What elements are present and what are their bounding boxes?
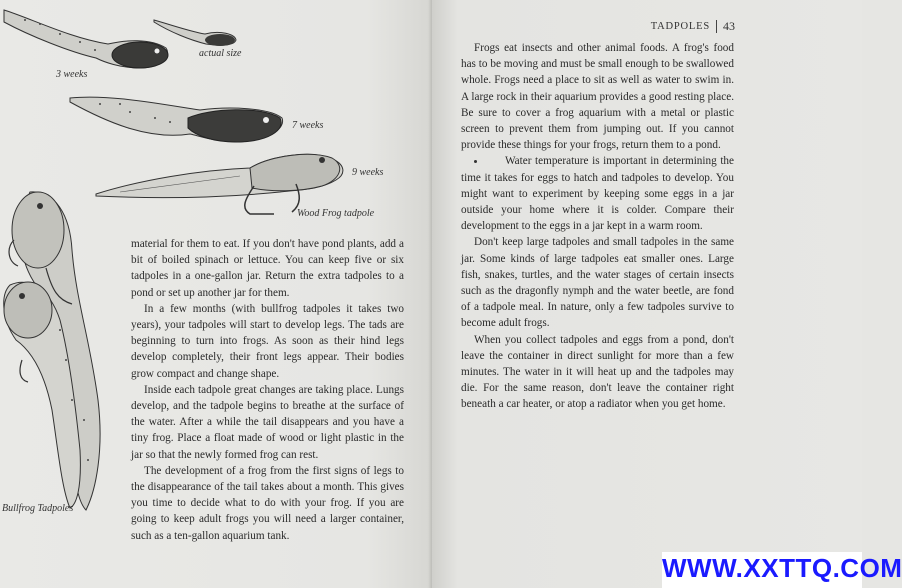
- paragraph: Inside each tadpole great changes are taking place. Lungs develop, and the tadpole begins to breathe at the surface of the water. After a while the tail disappears and you have a tiny frog. Place a float made of wood or light plastic in the jar so that the newly formed frog can rest.: [131, 383, 404, 461]
- header-divider: [716, 20, 717, 33]
- bullfrog-tadpoles: [4, 192, 100, 510]
- running-header: [651, 19, 735, 34]
- tadpole-7-weeks: [70, 97, 283, 142]
- paragraph: material for them to eat. If you don't have pond plants, add a bit of boiled spinach or lettuce. You can keep five or six tadpoles in a one-gallon jar. Return the extra tadpoles to a pond or set up another jar for them.: [131, 238, 404, 299]
- paragraph-with-bullet: [461, 153, 734, 234]
- paragraph: The development of a frog from the first signs of legs to the disappearance of the tail takes about a month. This gives you time to decide what to do with your frog. If you are going to keep adult frogs you will need a larger container, such as a ten-gallon aquarium tank.: [131, 464, 404, 542]
- left-page: [0, 0, 432, 588]
- tadpole-actual-size: [154, 20, 236, 46]
- chapter-title: TADPOLES: [650, 21, 710, 32]
- paragraph-text: Water temperature is important in determining the time it takes for eggs to hatch and tadpoles to develop. You might want to experiment by keeping some eggs in a jar outside your home where it is colder. Compare their development to the eggs in a jar kept in a warm room.: [461, 155, 734, 233]
- paragraph: Don't keep large tadpoles and small tadpoles in the same jar. Some kinds of large tadpoles eat smaller ones. Large fish, snakes, turtles, and the water stages of certain insects such as the dragonfly nymph and the water beetle, are fond of a tadpole meal. In nature, only a few tadpoles survive to become adult frogs.: [461, 236, 734, 330]
- caption-wood-frog: Wood Frog tadpole: [297, 208, 375, 219]
- tadpole-3-weeks: [4, 10, 168, 68]
- tadpole-9-weeks: [96, 154, 343, 214]
- paragraph: When you collect tadpoles and eggs from a pond, don't leave the container in direct sunlight for more than a few minutes. The water in it will heat up and the tadpoles may die. For the same reason, don't leave the container right beneath a car heater, or atop a radiator when you get home.: [461, 333, 734, 411]
- bullet-mark: [474, 160, 477, 163]
- left-text-column: [131, 236, 404, 544]
- page-number: 43: [723, 19, 735, 33]
- caption-7-weeks: 7 weeks: [292, 120, 324, 131]
- caption-actual-size: actual size: [199, 48, 242, 59]
- watermark: WWW.XXTTQ.COM: [662, 552, 862, 588]
- right-text-column: [461, 40, 734, 413]
- paragraph: Frogs eat insects and other animal foods. A frog's food has to be moving and must be small enough to be swallowed whole. Frogs need a place to sit as well as water to swim in. A large rock in their aquarium provides a good resting place. Be sure to cover a frog aquarium with a metal or plastic screen to prevent them from jumping out. If you cannot provide these things for your frogs, return them to a pond.: [461, 42, 734, 152]
- caption-9-weeks: 9 weeks: [352, 167, 384, 178]
- caption-3-weeks: 3 weeks: [56, 69, 88, 80]
- caption-bullfrog: Bullfrog Tadpoles: [2, 503, 74, 514]
- paragraph: In a few months (with bullfrog tadpoles it takes two years), your tadpoles will start to develop legs. The tads are beginning to turn into frogs. As soon as their hind legs develop completely, their front legs appear. Their bodies grow compact and change shape.: [131, 302, 404, 380]
